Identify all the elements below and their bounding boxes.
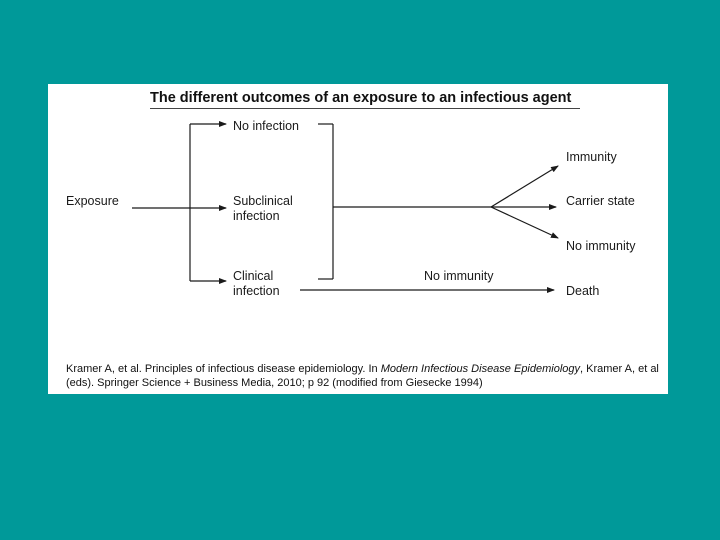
arrow-to-no-immunity bbox=[491, 207, 558, 238]
node-clinical-line1: Clinical bbox=[233, 269, 274, 283]
node-carrier-state: Carrier state bbox=[566, 194, 635, 208]
citation-book-title: Modern Infectious Disease Epidemiology bbox=[380, 363, 581, 375]
arrow-to-immunity bbox=[491, 166, 558, 207]
node-subclinical-line1: Subclinical bbox=[233, 194, 293, 208]
citation-part1: Kramer A, et al. Principles of infectious disease epidemiology. In bbox=[66, 363, 381, 375]
node-exposure: Exposure bbox=[66, 194, 119, 208]
diagram-title: The different outcomes of an exposure to an infectious agent bbox=[150, 90, 572, 106]
node-immunity: Immunity bbox=[566, 150, 617, 164]
node-clinical-line2: infection bbox=[233, 284, 280, 298]
node-death: Death bbox=[566, 284, 600, 298]
flow-lines bbox=[48, 84, 668, 354]
node-no-immunity: No immunity bbox=[566, 239, 636, 253]
node-subclinical-line2: infection bbox=[233, 209, 280, 223]
citation bbox=[66, 362, 661, 390]
citation-part2: , Kramer A, et al (eds). Springer Science + Business Media, 2010; p 92 (modified from Giesecke 1994) bbox=[66, 363, 659, 389]
edge-label-no-immunity: No immunity bbox=[424, 269, 494, 283]
node-no-infection: No infection bbox=[233, 119, 300, 133]
diagram-panel bbox=[48, 84, 668, 394]
